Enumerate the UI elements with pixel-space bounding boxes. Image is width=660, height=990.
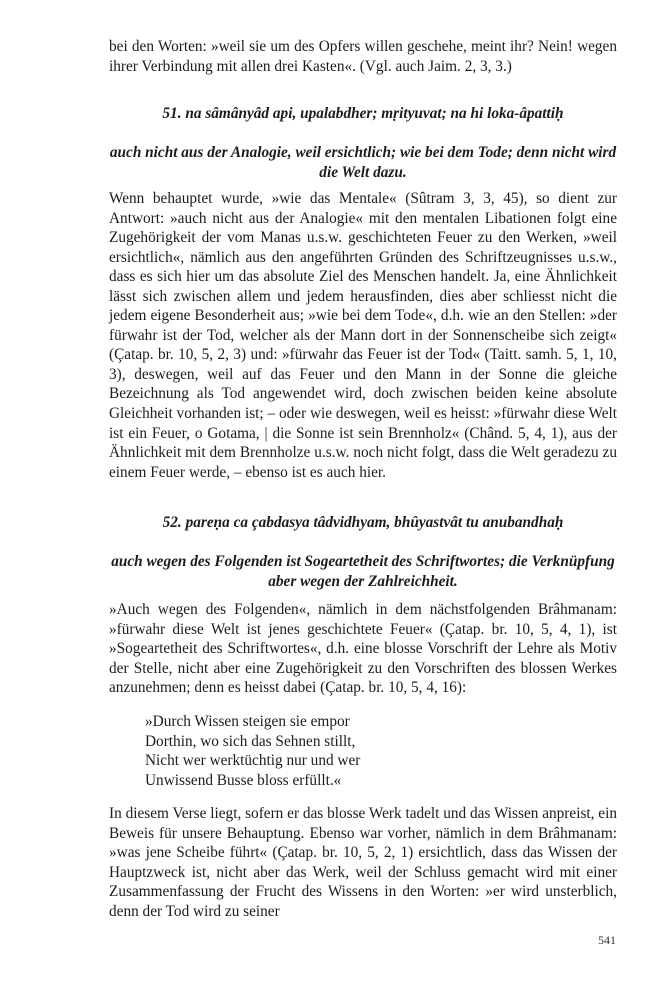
commentary-continued xyxy=(109,804,617,921)
commentary-51 xyxy=(109,189,617,482)
sutra-sanskrit: 51. na sâmânyâd api, upalabdher; mṛityuvat; na hi loka-âpattiḥ xyxy=(162,105,564,122)
body-text: »Auch wegen des Folgenden«, nämlich in dem nächstfolgenden Brâhmanam: »fürwahr diese Welt ist jenes geschichtete Feuer« (Çatap. br. 10, 5, 4, 1), ist »Sogeartetheit des Schriftwortes«, d.h. eine blosse Vorschrift der Lehre als Motiv der Stelle, nicht aber eine Zugehörigkeit zu den Vorschriften des blossen Werkes anzunehmen; denn es heisst dabei (Çatap. br. 10, 5, 4, 16): xyxy=(109,601,617,697)
body-text: bei den Worten: »weil sie um des Opfers willen geschehe, meint ihr? Nein! wegen ihrer Verbindung mit allen drei Kasten«. (Vgl. auch Jaim. 2, 3, 3.) xyxy=(109,38,617,75)
body-text: Wenn behauptet wurde, »wie das Mentale« (Sûtram 3, 3, 45), so dient zur Antwort: »auch nicht aus der Analogie« mit den mentalen Libationen folgt eine Zugehörigkeit der vom Manas u.s.w. geschichteten Feuer zu den Werken, »weil ersichtlich«, nämlich aus den angeführten Gründen des Schriftzeugnisses u.s.w., dass es sich hier um das absolute Ziel des Menschen handelt. Ja, eine Ähnlichkeit lässt sich zwischen allem und jedem herausfinden, dies aber schliesst nicht die jedem eigene Besonderheit aus; »wie bei dem Tode«, d.h. wie an den Stellen: »der fürwahr ist der Tod, welcher als der Mann dort in der Sonnenscheibe sich zeigt« (Çatap. br. 10, 5, 2, 3) und: »fürwahr das Feuer ist der Tod« (Taitt. samh. 5, 1, 10, 3), deswegen, weil auf das Feuer und den Mann in der Sonne die gleiche Bezeichnung als Tod angewendet wird, doch zwischen beiden keine absolute Gleichheit vorhanden ist; – oder wie deswegen, weil es heisst: »fürwahr diese Welt ist ein Feuer, o Gotama, | die Sonne ist sein Brennholz« (Chând. 5, 4, 1), aus der Ähnlichkeit mit dem Brennholze u.s.w. noch nicht folgt, dass die Welt geradezu zu einem Feuer werde, – ebenso ist es auch hier. xyxy=(109,190,617,481)
sutra-german: auch wegen des Folgenden ist Sogeartetheit des Schriftwortes; die Verknüpfung aber wegen der Zahlreichheit. xyxy=(111,553,615,590)
page-number: 541 xyxy=(598,933,616,947)
verse-line: Nicht wer werktüchtig nur und wer xyxy=(145,752,361,770)
sutra-52-heading xyxy=(109,513,617,533)
verse-line: »Durch Wissen steigen sie empor xyxy=(145,713,350,730)
sutra-sanskrit: 52. pareṇa ca çabdasya tâdvidhyam, bhûyastvât tu anubandhaḥ xyxy=(162,514,564,531)
sutra-51-heading xyxy=(109,104,617,124)
verse-quote xyxy=(145,712,360,790)
paragraph-intro xyxy=(109,37,617,76)
verse-line: Unwissend Busse bloss erfüllt.« xyxy=(145,771,342,789)
sutra-german: auch nicht aus der Analogie, weil ersichtlich; wie bei dem Tode; denn nicht wird die Welt dazu. xyxy=(109,144,617,181)
sutra-51-translation xyxy=(109,143,617,182)
body-text: In diesem Verse liegt, sofern er das blosse Werk tadelt und das Wissen anpreist, ein Beweis für unsere Behauptung. Ebenso war vorher, nämlich in dem Brâhmanam: »was jene Scheibe führt« (Çatap. br. 10, 5, 2, 1) ersichtlich, dass das Wissen der Hauptzweck ist, nicht aber das Werk, weil der Schluss gemacht wird mit einer Zusammenfassung der Frucht des Wissens in den Worten: »er wird unsterblich, denn der Tod wird zu seiner xyxy=(109,805,617,920)
sutra-52-translation xyxy=(109,552,617,591)
verse-line: Dorthin, wo sich das Sehnen stillt, xyxy=(145,732,356,750)
commentary-52 xyxy=(109,600,617,698)
